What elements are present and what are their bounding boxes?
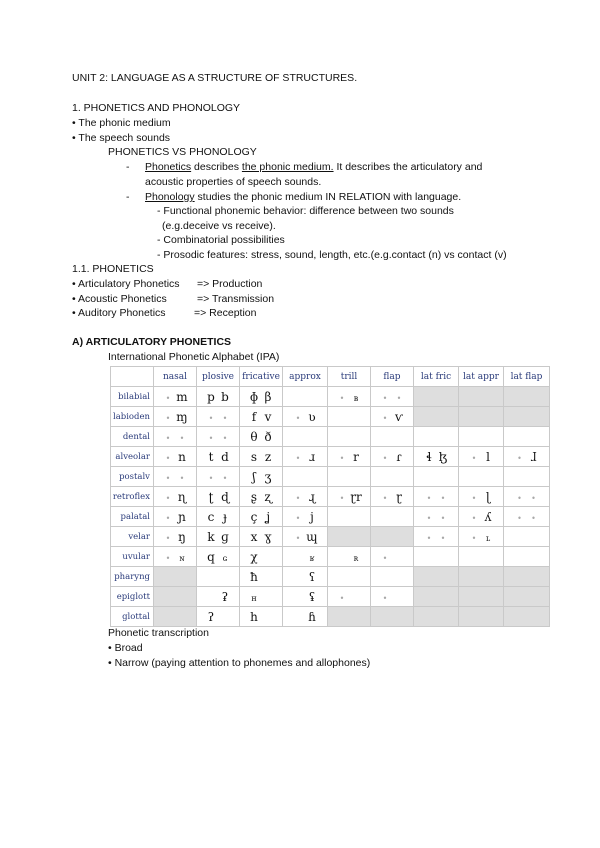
ipa-dot: • bbox=[440, 533, 446, 543]
ipa-cell bbox=[328, 447, 371, 467]
ipa-dot: • bbox=[295, 533, 301, 543]
ipa-cell bbox=[154, 587, 197, 607]
ipa-cell bbox=[240, 607, 283, 627]
ipa-cell bbox=[197, 507, 240, 527]
ipa-cell bbox=[154, 387, 197, 407]
ipa-dot: • bbox=[382, 413, 388, 423]
ipa-cell bbox=[414, 407, 459, 427]
ipa-cell bbox=[371, 407, 414, 427]
ipa-symbol: p bbox=[207, 389, 215, 404]
ipa-cell bbox=[371, 427, 414, 447]
ipa-symbol: r bbox=[353, 449, 359, 464]
ipa-symbol: k bbox=[207, 529, 215, 544]
bullet-phonic-medium: • The phonic medium bbox=[72, 117, 171, 129]
ipa-cell bbox=[240, 507, 283, 527]
ipa-dot: • bbox=[531, 493, 536, 503]
ipa-cell bbox=[154, 527, 197, 547]
ipa-cell bbox=[283, 447, 328, 467]
dash-marker: - bbox=[126, 161, 130, 173]
ipa-symbol: θ bbox=[250, 429, 258, 444]
ipa-cell bbox=[240, 527, 283, 547]
ipa-row-label: velar bbox=[111, 527, 154, 547]
ipa-cell bbox=[414, 467, 459, 487]
ipa-cell bbox=[459, 607, 504, 627]
ipa-cell bbox=[371, 587, 414, 607]
ipa-cell bbox=[371, 547, 414, 567]
ipa-symbol: ʢ bbox=[308, 589, 316, 604]
ipa-symbol: ʀ bbox=[353, 553, 359, 563]
ipa-symbol: v bbox=[264, 409, 272, 424]
ipa-symbol: z bbox=[264, 449, 272, 464]
ipa-row-label: alveolar bbox=[111, 447, 154, 467]
ipa-cell bbox=[328, 427, 371, 447]
ipa-symbol: ʕ bbox=[308, 569, 316, 584]
ipa-cell bbox=[328, 507, 371, 527]
phonetics-rest-text: It describes the articulatory and bbox=[333, 161, 483, 173]
bullet-speech-sounds: • The speech sounds bbox=[72, 132, 171, 144]
ipa-dot: • bbox=[339, 593, 345, 603]
ipa-cell bbox=[154, 487, 197, 507]
ipa-cell bbox=[197, 467, 240, 487]
ipa-cell bbox=[283, 507, 328, 527]
ipa-dot: • bbox=[179, 433, 185, 443]
bullet-broad: • Broad bbox=[108, 642, 143, 654]
ipa-cell bbox=[459, 447, 504, 467]
ipa-symbol: ɬ bbox=[426, 449, 432, 464]
ipa-dot: • bbox=[382, 453, 388, 463]
ipa-cell bbox=[504, 467, 550, 487]
ipa-cell bbox=[371, 507, 414, 527]
ipa-symbol: ð bbox=[264, 429, 272, 444]
ipa-symbol: ʐ bbox=[264, 489, 272, 504]
subpoint-functional-example: (e.g.deceive vs receive). bbox=[162, 220, 276, 232]
ipa-dot: • bbox=[295, 513, 301, 523]
ipa-dot: • bbox=[165, 413, 171, 423]
ipa-cell bbox=[414, 607, 459, 627]
ipa-cell bbox=[197, 487, 240, 507]
ipa-cell bbox=[459, 567, 504, 587]
ipa-cell bbox=[414, 547, 459, 567]
ipa-dot: • bbox=[396, 393, 402, 403]
ipa-cell bbox=[459, 547, 504, 567]
subpoint-prosodic: - Prosodic features: stress, sound, length, etc.(e.g.contact (n) vs contact (v) bbox=[157, 249, 507, 261]
ipa-cell bbox=[283, 527, 328, 547]
ipa-symbol: ɭ bbox=[485, 489, 491, 504]
ipa-symbol: h bbox=[250, 609, 258, 624]
ipa-cell bbox=[371, 527, 414, 547]
ipa-symbol: ŋ bbox=[178, 529, 186, 544]
ipa-symbol: χ bbox=[250, 549, 258, 564]
ipa-symbol: ʙ bbox=[353, 393, 359, 403]
ipa-cell bbox=[197, 527, 240, 547]
ipa-row-label: retroflex bbox=[111, 487, 154, 507]
phonetics-definition bbox=[145, 161, 482, 174]
ipa-symbol: ⱱ bbox=[395, 409, 403, 424]
ipa-dot: • bbox=[382, 493, 388, 503]
ipa-cell bbox=[459, 407, 504, 427]
ipa-dot: • bbox=[426, 513, 432, 523]
ipa-dot: • bbox=[382, 553, 388, 563]
ipa-cell bbox=[504, 487, 550, 507]
ipa-symbol: ħ bbox=[250, 569, 258, 584]
ipa-row bbox=[111, 567, 550, 587]
ipa-dot: • bbox=[440, 513, 446, 523]
ipa-dot: • bbox=[165, 493, 171, 503]
ipa-cell bbox=[328, 487, 371, 507]
section-heading-articulatory: A) ARTICULATORY PHONETICS bbox=[72, 336, 232, 348]
ipa-symbol: ʒ bbox=[264, 469, 272, 484]
ipa-symbol: ɴ bbox=[179, 553, 185, 563]
ipa-cell bbox=[240, 567, 283, 587]
ipa-row-label: epiglott bbox=[111, 587, 154, 607]
ipa-dot: • bbox=[208, 413, 214, 423]
ipa-symbol: ɣ bbox=[264, 529, 272, 544]
ipa-consonant-table bbox=[110, 366, 550, 627]
ipa-cell bbox=[240, 427, 283, 447]
ipa-symbol: ɰ bbox=[306, 529, 318, 544]
ipa-dot: • bbox=[179, 473, 185, 483]
ipa-dot: • bbox=[382, 593, 388, 603]
ipa-row bbox=[111, 487, 550, 507]
ipa-symbol: t bbox=[208, 449, 214, 464]
ipa-cell bbox=[283, 587, 328, 607]
ipa-row-label: glottal bbox=[111, 607, 154, 627]
ipa-cell bbox=[154, 407, 197, 427]
ipa-cell bbox=[414, 487, 459, 507]
ipa-cell bbox=[414, 507, 459, 527]
ipa-cell bbox=[197, 607, 240, 627]
ipa-cell bbox=[283, 547, 328, 567]
ipa-dot: • bbox=[208, 473, 214, 483]
ipa-symbol: ʎ bbox=[484, 509, 492, 524]
ipa-dot: • bbox=[426, 533, 432, 543]
ipa-symbol: ɟ bbox=[223, 509, 227, 524]
ipa-cell bbox=[240, 447, 283, 467]
ipa-symbol: ɽ bbox=[396, 489, 402, 504]
ipa-row bbox=[111, 387, 550, 407]
ipa-dot: • bbox=[222, 473, 228, 483]
ipa-column-header: lat fric bbox=[414, 367, 459, 387]
ipa-row bbox=[111, 527, 550, 547]
ipa-cell bbox=[414, 387, 459, 407]
branch-articulatory: • Articulatory Phonetics bbox=[72, 278, 180, 290]
ipa-cell bbox=[283, 407, 328, 427]
phonology-term: Phonology bbox=[145, 191, 195, 203]
ipa-dot: • bbox=[517, 453, 522, 463]
subpoint-combinatorial: - Combinatorial possibilities bbox=[157, 234, 285, 246]
ipa-dot: • bbox=[426, 493, 432, 503]
ipa-cell bbox=[240, 467, 283, 487]
ipa-symbol: c bbox=[207, 509, 215, 524]
branch-auditory-arrow: => Reception bbox=[194, 307, 257, 319]
ipa-symbol: s bbox=[250, 449, 258, 464]
ipa-cell bbox=[328, 407, 371, 427]
ipa-dot: • bbox=[517, 513, 522, 523]
ipa-cell bbox=[328, 527, 371, 547]
ipa-row-label: bilabial bbox=[111, 387, 154, 407]
phonetics-vs-phonology-heading: PHONETICS VS PHONOLOGY bbox=[108, 146, 257, 158]
ipa-cell bbox=[328, 587, 371, 607]
ipa-row bbox=[111, 607, 550, 627]
branch-articulatory-arrow: => Production bbox=[197, 278, 263, 290]
phonic-medium-link: the phonic medium. bbox=[241, 161, 334, 173]
ipa-cell bbox=[154, 607, 197, 627]
ipa-symbol: ɦ bbox=[308, 609, 316, 624]
ipa-row bbox=[111, 447, 550, 467]
ipa-column-header: flap bbox=[371, 367, 414, 387]
ipa-dot: • bbox=[339, 393, 345, 403]
ipa-dot: • bbox=[165, 453, 171, 463]
ipa-symbol: ɲ bbox=[178, 509, 186, 524]
ipa-dot: • bbox=[295, 413, 301, 423]
ipa-dot: • bbox=[165, 393, 171, 403]
ipa-symbol: ɡ bbox=[221, 529, 229, 544]
ipa-cell bbox=[197, 387, 240, 407]
bullet-narrow: • Narrow (paying attention to phonemes and allophones) bbox=[108, 657, 371, 669]
ipa-symbol: f bbox=[251, 409, 257, 424]
ipa-dot: • bbox=[471, 493, 477, 503]
dash-marker: - bbox=[126, 191, 130, 203]
ipa-cell bbox=[328, 467, 371, 487]
ipa-dot: • bbox=[295, 493, 301, 503]
ipa-cell bbox=[154, 427, 197, 447]
ipa-dot: • bbox=[208, 433, 214, 443]
ipa-row-label: dental bbox=[111, 427, 154, 447]
phonetics-term: Phonetics bbox=[145, 161, 192, 173]
ipa-dot: • bbox=[440, 493, 446, 503]
ipa-cell bbox=[371, 387, 414, 407]
ipa-cell bbox=[504, 407, 550, 427]
ipa-cell bbox=[504, 507, 550, 527]
ipa-symbol: ʟ bbox=[485, 533, 491, 543]
ipa-row bbox=[111, 407, 550, 427]
ipa-cell bbox=[414, 527, 459, 547]
ipa-row bbox=[111, 467, 550, 487]
ipa-dot: • bbox=[222, 413, 228, 423]
branch-auditory: • Auditory Phonetics bbox=[72, 307, 166, 319]
ipa-cell bbox=[283, 567, 328, 587]
ipa-column-header: lat appr bbox=[459, 367, 504, 387]
ipa-column-header: trill bbox=[328, 367, 371, 387]
ipa-cell bbox=[459, 507, 504, 527]
ipa-row bbox=[111, 547, 550, 567]
ipa-row-label: labioden bbox=[111, 407, 154, 427]
ipa-symbol: ɖ bbox=[221, 489, 229, 504]
ipa-cell bbox=[504, 387, 550, 407]
ipa-symbol: ʋ bbox=[308, 409, 316, 424]
ipa-cell bbox=[240, 587, 283, 607]
ipa-symbol: ɳ bbox=[177, 489, 187, 504]
ipa-symbol: ʁ bbox=[309, 553, 315, 563]
ipa-cell bbox=[154, 447, 197, 467]
ipa-cell bbox=[154, 567, 197, 587]
ipa-cell bbox=[414, 427, 459, 447]
ipa-cell bbox=[371, 447, 414, 467]
ipa-cell bbox=[504, 587, 550, 607]
ipa-cell bbox=[283, 467, 328, 487]
ipa-dot: • bbox=[339, 453, 345, 463]
ipa-cell bbox=[459, 587, 504, 607]
ipa-symbol: ɢ bbox=[222, 553, 228, 563]
ipa-cell bbox=[240, 487, 283, 507]
ipa-dot: • bbox=[517, 493, 522, 503]
ipa-row-label: postalv bbox=[111, 467, 154, 487]
ipa-symbol: ɸ bbox=[249, 389, 259, 404]
ipa-symbol: ɱ bbox=[176, 409, 188, 424]
ipa-cell bbox=[154, 507, 197, 527]
ipa-dot: • bbox=[471, 453, 477, 463]
ipa-cell bbox=[459, 487, 504, 507]
ipa-dot: • bbox=[471, 513, 477, 523]
ipa-cell bbox=[459, 427, 504, 447]
ipa-symbol: ʔ bbox=[207, 609, 215, 624]
ipa-cell bbox=[283, 427, 328, 447]
ipa-row-label: uvular bbox=[111, 547, 154, 567]
ipa-dot: • bbox=[165, 433, 171, 443]
ipa-cell bbox=[197, 447, 240, 467]
ipa-cell bbox=[504, 547, 550, 567]
ipa-cell bbox=[414, 567, 459, 587]
ipa-symbol: d bbox=[221, 449, 229, 464]
ipa-symbol: x bbox=[250, 529, 258, 544]
ipa-row bbox=[111, 507, 550, 527]
ipa-symbol: ɮ bbox=[438, 449, 448, 464]
ipa-symbol: n bbox=[178, 449, 186, 464]
section-heading-phonetics-phonology: 1. PHONETICS AND PHONOLOGY bbox=[72, 102, 241, 114]
ipa-cell bbox=[154, 547, 197, 567]
ipa-cell bbox=[459, 467, 504, 487]
ipa-cell bbox=[240, 387, 283, 407]
ipa-cell bbox=[283, 387, 328, 407]
ipa-symbol: ɾ bbox=[396, 449, 402, 464]
ipa-symbol: ɹ bbox=[308, 449, 315, 464]
ipa-dot: • bbox=[165, 553, 171, 563]
ipa-row bbox=[111, 587, 550, 607]
ipa-cell bbox=[283, 487, 328, 507]
ipa-cell bbox=[504, 607, 550, 627]
ipa-cell bbox=[328, 547, 371, 567]
ipa-dot: • bbox=[165, 513, 171, 523]
phonetics-definition-line2: acoustic properties of speech sounds. bbox=[145, 176, 322, 188]
ipa-cell bbox=[371, 487, 414, 507]
ipa-column-header: lat flap bbox=[504, 367, 550, 387]
ipa-symbol: ɺ bbox=[530, 449, 537, 464]
ipa-symbol: ʡ bbox=[221, 589, 229, 604]
phonology-rest-text: studies the phonic medium IN RELATION with language. bbox=[194, 191, 462, 203]
ipa-cell bbox=[283, 607, 328, 627]
ipa-cell bbox=[240, 407, 283, 427]
ipa-cell bbox=[371, 467, 414, 487]
ipa-cell bbox=[328, 387, 371, 407]
ipa-symbol: ʜ bbox=[251, 593, 257, 603]
ipa-symbol: β bbox=[264, 389, 272, 404]
phonetics-mid-text: describes bbox=[191, 161, 242, 173]
ipa-dot: • bbox=[165, 473, 171, 483]
branch-acoustic-arrow: => Transmission bbox=[197, 293, 275, 305]
phonetic-transcription-heading: Phonetic transcription bbox=[108, 627, 209, 639]
ipa-cell bbox=[414, 587, 459, 607]
phonology-definition bbox=[145, 191, 461, 204]
ipa-dot: • bbox=[339, 493, 345, 503]
ipa-dot: • bbox=[295, 453, 301, 463]
ipa-corner bbox=[111, 367, 154, 387]
ipa-symbol: q bbox=[207, 549, 215, 564]
branch-acoustic: • Acoustic Phonetics bbox=[72, 293, 167, 305]
ipa-cell bbox=[197, 427, 240, 447]
ipa-caption: International Phonetic Alphabet (IPA) bbox=[108, 351, 280, 363]
unit-title: UNIT 2: LANGUAGE AS A STRUCTURE OF STRUCTURES. bbox=[72, 72, 358, 84]
ipa-cell bbox=[459, 527, 504, 547]
ipa-symbol: ɻ bbox=[308, 489, 316, 504]
ipa-dot: • bbox=[222, 433, 228, 443]
ipa-column-header: fricative bbox=[240, 367, 283, 387]
ipa-cell bbox=[197, 407, 240, 427]
ipa-dot: • bbox=[531, 513, 536, 523]
ipa-cell bbox=[504, 447, 550, 467]
ipa-column-header: approx bbox=[283, 367, 328, 387]
ipa-cell bbox=[504, 527, 550, 547]
ipa-cell bbox=[414, 447, 459, 467]
ipa-cell bbox=[371, 607, 414, 627]
ipa-cell bbox=[504, 427, 550, 447]
subpoint-functional-behavior: - Functional phonemic behavior: difference between two sounds bbox=[157, 205, 454, 217]
ipa-symbol: ç bbox=[250, 509, 258, 524]
ipa-row bbox=[111, 427, 550, 447]
ipa-cell bbox=[371, 567, 414, 587]
ipa-dot: • bbox=[165, 533, 171, 543]
ipa-cell bbox=[504, 567, 550, 587]
ipa-cell bbox=[459, 387, 504, 407]
ipa-dot: • bbox=[471, 533, 477, 543]
ipa-cell bbox=[197, 567, 240, 587]
ipa-symbol: ɽr bbox=[350, 489, 362, 504]
ipa-column-header: plosive bbox=[197, 367, 240, 387]
ipa-symbol: j bbox=[310, 509, 314, 524]
ipa-cell bbox=[197, 547, 240, 567]
ipa-symbol: b bbox=[221, 389, 229, 404]
ipa-cell bbox=[240, 547, 283, 567]
section-heading-phonetics: 1.1. PHONETICS bbox=[72, 263, 154, 275]
ipa-symbol: ʈ bbox=[208, 489, 214, 504]
ipa-symbol: m bbox=[176, 389, 188, 404]
ipa-cell bbox=[197, 587, 240, 607]
ipa-cell bbox=[154, 467, 197, 487]
ipa-dot: • bbox=[382, 393, 388, 403]
ipa-row-label: palatal bbox=[111, 507, 154, 527]
ipa-column-header: nasal bbox=[154, 367, 197, 387]
ipa-symbol: ʃ bbox=[252, 469, 256, 484]
ipa-symbol: ʝ bbox=[265, 509, 271, 524]
ipa-symbol: ʂ bbox=[250, 489, 258, 504]
ipa-cell bbox=[328, 567, 371, 587]
ipa-row-label: pharyng bbox=[111, 567, 154, 587]
ipa-symbol: l bbox=[486, 449, 490, 464]
ipa-cell bbox=[328, 607, 371, 627]
